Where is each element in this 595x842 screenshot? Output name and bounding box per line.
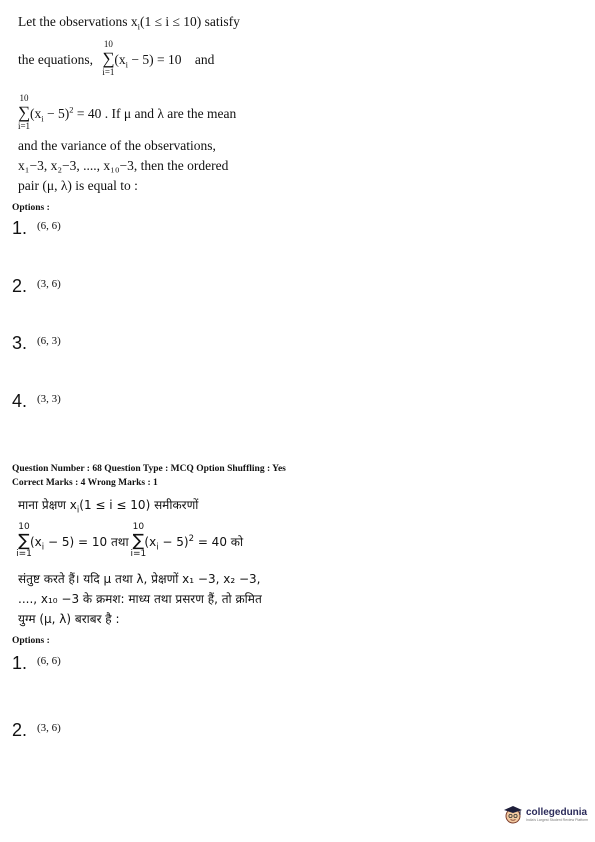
hindi-question-line-1: माना प्रेक्षण $x_i(1 \le i \le 10)$ समीकरणों bbox=[18, 498, 199, 516]
graduate-mascot-icon bbox=[502, 803, 524, 825]
hindi-question-line-5: युग्म (μ, λ) बराबर है : bbox=[18, 612, 120, 626]
question-line-2: the equations, 10 ∑ i=1 $(x_i - 5) = 10$ and bbox=[18, 39, 215, 77]
question-meta-line-1: Question Number : 68 Question Type : MCQ Option Shuffling : Yes bbox=[12, 464, 286, 474]
summation-symbol: 10 ∑ i=1 bbox=[130, 522, 147, 559]
question-line-4: and the variance of the observations, bbox=[18, 138, 216, 153]
hindi-question-line-4: ...., x₁₀ −3 के क्रमश: माध्य तथा प्रसरण हैं, तो क्रमित bbox=[18, 592, 262, 606]
question-line-5: x₁−3, x₂−3, ...., x₁₀−3, then the ordered bbox=[18, 158, 229, 173]
options-label: Options : bbox=[12, 203, 50, 213]
logo-text: collegedunia bbox=[526, 806, 588, 818]
hindi-question-line-3: संतुष्ट करते हैं। यदि μ तथा λ, प्रेक्षणों x₁ −3, x₂ −3, bbox=[18, 572, 261, 586]
question-meta-line-2: Correct Marks : 4 Wrong Marks : 1 bbox=[12, 478, 158, 488]
option-3[interactable]: 3. $^{(6, 3)}$ bbox=[12, 333, 61, 353]
option-4[interactable]: 4. $^{(3, 3)}$ bbox=[12, 391, 61, 411]
question-line-1: Let the observations $x_i(1 \le i \le 10)$ satisfy bbox=[18, 14, 240, 32]
hindi-option-2[interactable]: 2. $^{(3, 6)}$ bbox=[12, 720, 61, 740]
question-line-3: 10 ∑ i=1 $(x_i - 5)^2 = 40$ . If μ and λ are the mean bbox=[17, 93, 237, 131]
options-label: Options : bbox=[12, 636, 50, 646]
option-2[interactable]: 2. $^{(3, 6)}$ bbox=[12, 276, 61, 296]
summation-symbol: 10 ∑ i=1 bbox=[16, 522, 32, 559]
summation-symbol: 10 ∑ i=1 bbox=[102, 39, 115, 77]
logo-tagline: India's Largest Student Review Platform bbox=[526, 817, 589, 822]
option-1[interactable]: 1. $^{(6, 6)}$ bbox=[12, 218, 61, 238]
hindi-question-line-2: 10 ∑ i=1 $(x_i - 5) = 10$ तथा 10 ∑ i=1 $(x_i - 5)^2 = 40$ को bbox=[16, 522, 244, 559]
summation-symbol: 10 ∑ i=1 bbox=[17, 93, 31, 131]
question-line-6: pair (μ, λ) is equal to : bbox=[18, 178, 138, 193]
collegedunia-logo bbox=[502, 803, 588, 825]
hindi-option-1[interactable]: 1. $^{(6, 6)}$ bbox=[12, 653, 61, 673]
